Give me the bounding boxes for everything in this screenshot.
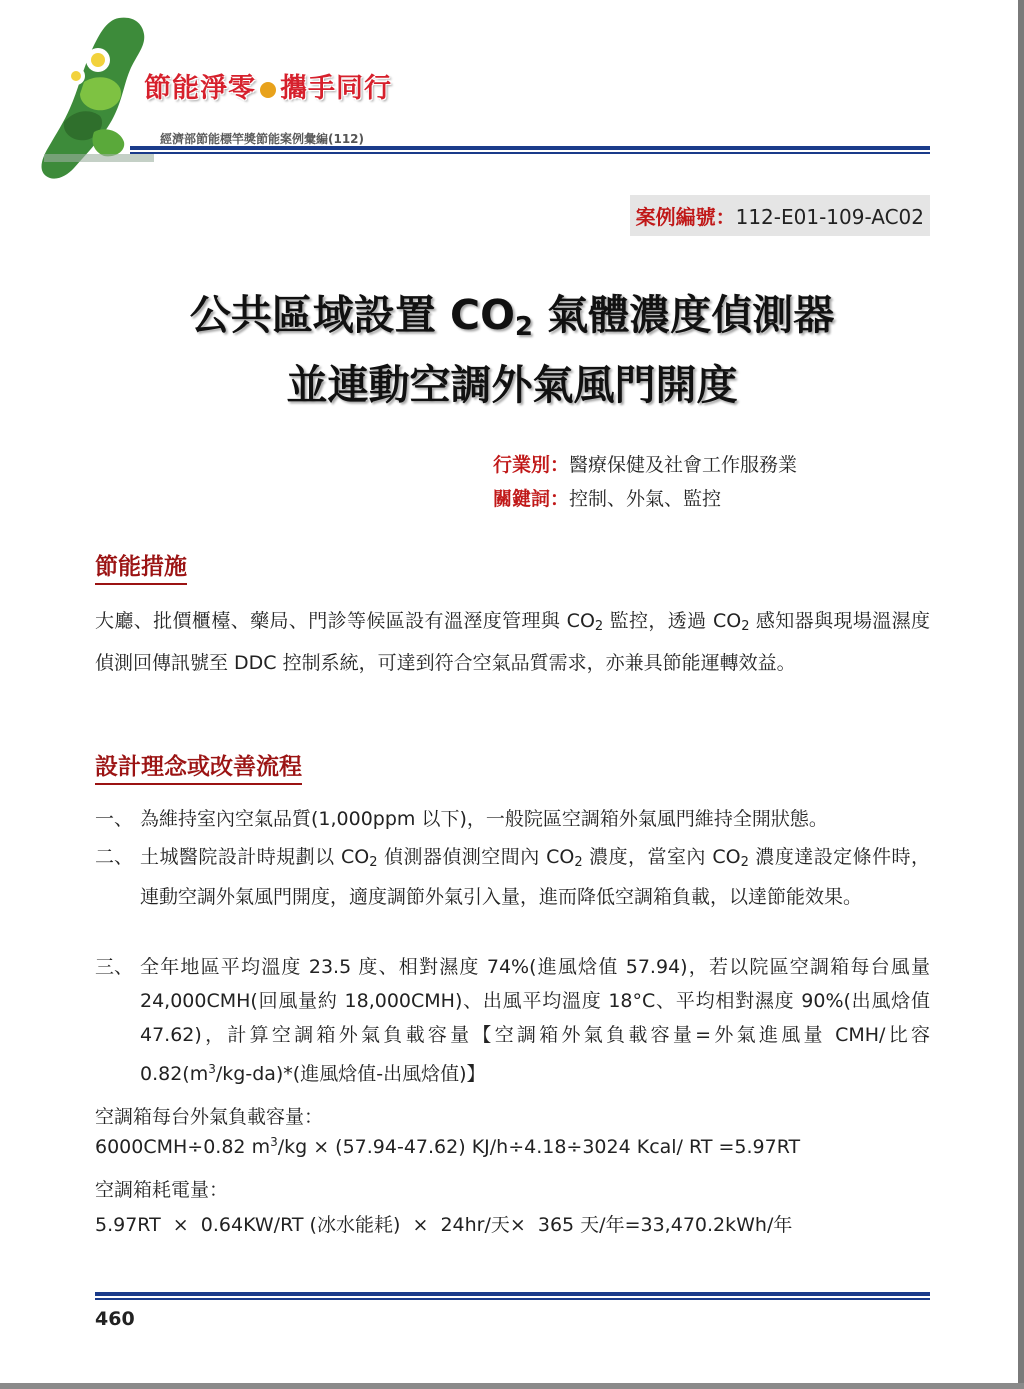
para-part-b: 監控，透過 CO xyxy=(603,610,742,632)
list-text-1: 為維持室內空氣品質(1,000ppm 以下)，一般院區空調箱外氣風門維持全開狀態。 xyxy=(140,808,828,830)
calc1-superscript: 3 xyxy=(270,1135,278,1149)
industry-row xyxy=(493,450,797,477)
list-item-1 xyxy=(95,802,930,836)
section-heading-design: 設計理念或改善流程 xyxy=(95,748,302,785)
industry-label: 行業別： xyxy=(493,454,570,476)
measures-paragraph xyxy=(95,603,930,682)
item3-superscript: 3 xyxy=(208,1062,216,1076)
list-text-2 xyxy=(140,840,930,914)
para-part-a: 大廳、批價櫃檯、藥局、門診等候區設有溫溼度管理與 CO xyxy=(95,610,595,632)
list-num-3: 三、 xyxy=(95,956,134,978)
page-title-line1 xyxy=(0,282,1024,342)
list-text-3 xyxy=(140,950,930,1091)
calc1-label: 空調箱每台外氣負載容量： xyxy=(95,1106,324,1128)
keywords-label: 關鍵詞： xyxy=(493,488,570,510)
slogan-left: 節能淨零 xyxy=(144,73,256,104)
page-edge-bottom xyxy=(0,1383,1024,1389)
title-subscript: 2 xyxy=(514,312,534,342)
item2-part-c: 濃度，當室內 CO xyxy=(582,846,741,868)
title-part-a: 公共區域設置 CO xyxy=(189,291,515,339)
calc1-part-b: /kg × (57.94-47.62) KJ/h÷4.18÷3024 Kcal/ RT =5.97RT xyxy=(277,1136,801,1158)
header-rule xyxy=(130,146,930,150)
case-number-value: 112-E01-109-AC02 xyxy=(735,205,924,229)
item2-part-d: 濃度達設定條件時，連動空調外氣風門開度，適度調節外氣引入量，進而降低空調箱負載，以達節能效果。 xyxy=(140,846,930,908)
slogan-right: 攜手同行 xyxy=(280,73,392,104)
calc1-formula xyxy=(95,1135,800,1158)
para-sub-2: 2 xyxy=(741,619,750,634)
page-number: 460 xyxy=(95,1308,135,1330)
list-num-2: 二、 xyxy=(95,846,134,868)
calc2-formula: 5.97RT × 0.64KW/RT (冰水能耗) × 24hr/天× 365 天/年=33,470.2kWh/年 xyxy=(95,1214,793,1236)
item2-part-b: 偵測器偵測空間內 CO xyxy=(377,846,575,868)
list-item-2 xyxy=(95,840,930,914)
section-heading-measures: 節能措施 xyxy=(95,548,187,585)
taiwan-logo-icon xyxy=(24,12,164,187)
list-num-1: 一、 xyxy=(95,808,134,830)
list-item-3 xyxy=(95,950,930,1091)
item3-part-a: 全年地區平均溫度 23.5 度、相對濕度 74%(進風焓值 57.94)，若以院區空調箱每台風量 24,000CMH(回風量約 18,000CMH)、出風平均溫度 18°C、平均相對濕度 90%(出風焓值 47.62)，計算空調箱外氣負載容量【空調箱外氣負載容量=外氣進風量 CMH/比容 0.82(m xyxy=(140,956,930,1085)
calc2-label: 空調箱耗電量： xyxy=(95,1179,229,1201)
para-part-c: 感知器與現場溫濕度偵測回傳訊號至 DDC 控制系統，可達到符合空氣品質需求，亦兼具節能運轉效益。 xyxy=(95,610,930,674)
keywords-row xyxy=(493,484,721,511)
footer-rule-thin xyxy=(95,1298,930,1300)
item2-sub-1: 2 xyxy=(369,855,378,870)
keywords-value: 控制、外氣、監控 xyxy=(569,488,722,510)
para-sub-1: 2 xyxy=(594,619,604,634)
title-part-b: 氣體濃度偵測器 xyxy=(533,291,835,339)
page-edge-right xyxy=(1018,0,1024,1389)
industry-value: 醫療保健及社會工作服務業 xyxy=(569,454,798,476)
case-number-badge xyxy=(630,195,930,236)
case-number-label: 案例編號： xyxy=(635,205,736,229)
header-subtitle: 經濟部節能標竿獎節能案例彙編(112) xyxy=(160,132,365,146)
header-rule-thin xyxy=(130,152,930,154)
item2-sub-3: 2 xyxy=(740,855,749,870)
calc1-part-a: 6000CMH÷0.82 m xyxy=(95,1136,271,1158)
page-title-line2: 並連動空調外氣風門開度 xyxy=(286,361,738,409)
item2-part-a: 土城醫院設計時規劃以 CO xyxy=(140,846,370,868)
item3-part-b: /kg-da)*(進風焓值-出風焓值)】 xyxy=(215,1063,486,1085)
header-slogan xyxy=(144,66,392,105)
footer-rule xyxy=(95,1292,930,1296)
item2-sub-2: 2 xyxy=(574,855,583,870)
flower-icon xyxy=(260,82,276,98)
